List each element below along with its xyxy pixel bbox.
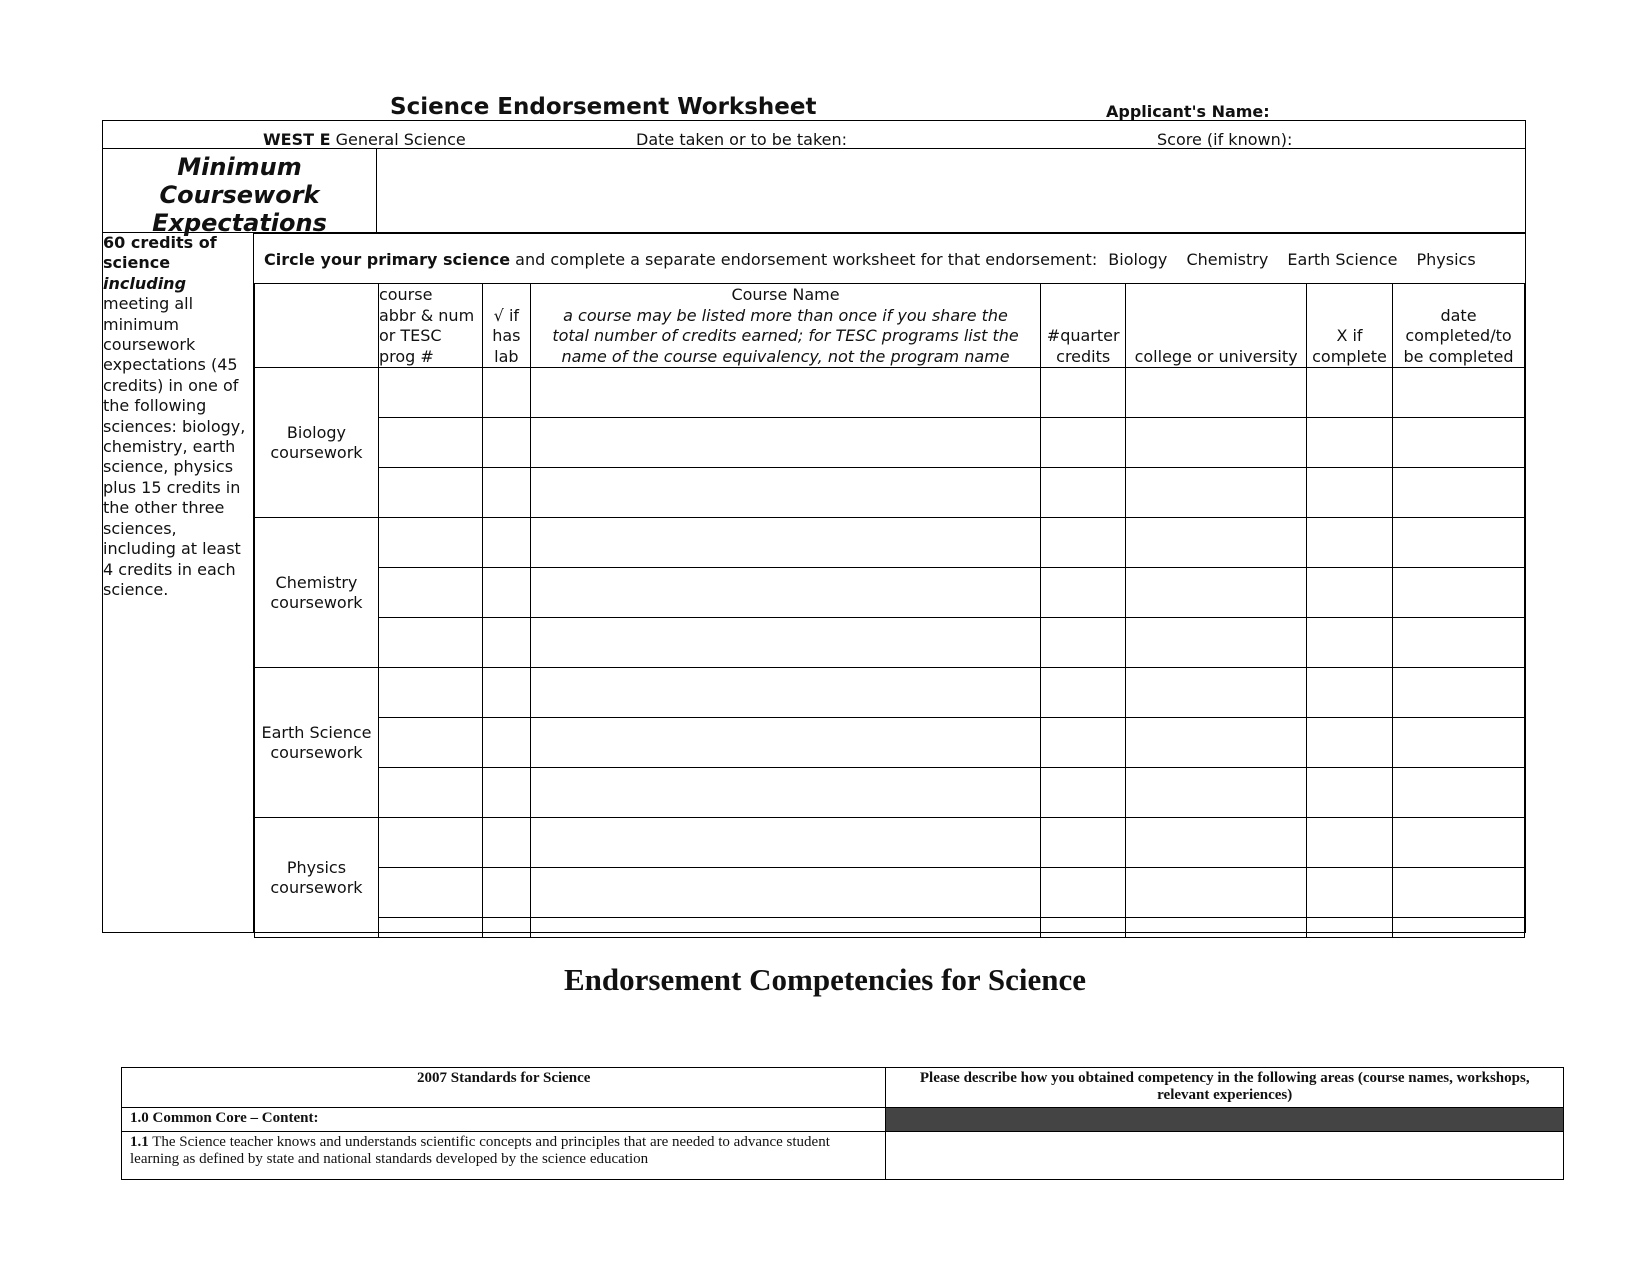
score-label: Score (if known):	[1157, 130, 1293, 149]
cell-input[interactable]	[530, 468, 1040, 518]
cell-input[interactable]	[1126, 418, 1307, 468]
cell-input[interactable]	[1041, 368, 1126, 418]
competencies-table	[121, 1067, 1564, 1180]
applicant-name-label: Applicant's Name:	[1106, 102, 1270, 121]
cell-input[interactable]	[530, 668, 1040, 718]
col-date: date completed/to be completed	[1392, 284, 1524, 368]
circle-primary-science-row: Circle your primary science and complete a separate endorsement worksheet for that endorsement: Biology Chemistry Earth Science Physics	[254, 234, 1525, 284]
competency-row	[122, 1132, 1564, 1180]
section-row	[122, 1108, 1564, 1132]
cell-input[interactable]	[482, 668, 530, 718]
cell-input[interactable]	[1392, 918, 1524, 938]
cell-input[interactable]	[378, 718, 482, 768]
cell-input[interactable]	[530, 618, 1040, 668]
cell-input[interactable]	[1392, 618, 1524, 668]
cell-input[interactable]	[1041, 568, 1126, 618]
cell-input[interactable]	[1392, 768, 1524, 818]
cell-input[interactable]	[1041, 918, 1126, 938]
cell-input[interactable]	[482, 818, 530, 868]
west-e-row	[102, 120, 1526, 148]
table-row	[255, 518, 1525, 568]
table-row	[255, 818, 1525, 868]
cell-input[interactable]	[378, 818, 482, 868]
col-college: college or university	[1126, 284, 1307, 368]
coursework-grid	[253, 233, 1526, 933]
cell-input[interactable]	[1126, 518, 1307, 568]
cell-input[interactable]	[378, 368, 482, 418]
cell-input[interactable]	[1392, 368, 1524, 418]
cell-input[interactable]	[378, 668, 482, 718]
cell-input[interactable]	[1307, 368, 1393, 418]
table-row	[255, 568, 1525, 618]
col-course-abbr: course abbr & num or TESC prog #	[378, 284, 482, 368]
cell-input[interactable]	[1126, 568, 1307, 618]
col-quarter-credits: #quarter credits	[1041, 284, 1126, 368]
cell-input[interactable]	[1041, 768, 1126, 818]
cell-input[interactable]	[530, 368, 1040, 418]
cell-input[interactable]	[1041, 518, 1126, 568]
science-option-physics[interactable]: Physics	[1416, 250, 1476, 269]
table-row	[255, 618, 1525, 668]
cell-input[interactable]	[482, 918, 530, 938]
cell-input[interactable]	[1126, 918, 1307, 938]
cell-input[interactable]	[378, 518, 482, 568]
cell-input[interactable]	[1307, 418, 1393, 468]
table-row	[255, 718, 1525, 768]
cell-input[interactable]	[1126, 718, 1307, 768]
cell-input[interactable]	[1126, 668, 1307, 718]
cell-input[interactable]	[1041, 718, 1126, 768]
cell-input[interactable]	[1307, 618, 1393, 668]
cell-input[interactable]	[378, 918, 482, 938]
science-option-chemistry[interactable]: Chemistry	[1186, 250, 1269, 269]
date-taken-label: Date taken or to be taken:	[636, 130, 848, 149]
column-header-row	[255, 284, 1525, 368]
cell-input[interactable]	[482, 518, 530, 568]
group-label-chemistry: Chemistry coursework	[255, 518, 379, 668]
table-row	[255, 368, 1525, 418]
cell-input[interactable]	[1041, 818, 1126, 868]
cell-input[interactable]	[1307, 768, 1393, 818]
describe-header: Please describe how you obtained competency in the following areas (course names, workshops, relevant experiences)	[886, 1068, 1564, 1108]
cell-input[interactable]	[1126, 368, 1307, 418]
course-table	[254, 283, 1525, 938]
cell-input[interactable]	[1392, 468, 1524, 518]
cell-input[interactable]	[1041, 418, 1126, 468]
cell-input[interactable]	[530, 768, 1040, 818]
cell-input[interactable]	[1392, 668, 1524, 718]
competency-text: 1.1 The Science teacher knows and understands scientific concepts and principles that are needed to advance student learning as defined by state and national standards developed by the science education	[122, 1132, 886, 1180]
cell-input[interactable]	[1392, 868, 1524, 918]
col-course-name: Course Name a course may be listed more than once if you share the total number of credits earned; for TESC programs list the name of the course equivalency, not the program name	[530, 284, 1040, 368]
cell-input[interactable]	[1041, 618, 1126, 668]
cell-input[interactable]	[530, 518, 1040, 568]
table-row	[255, 668, 1525, 718]
table-row	[255, 468, 1525, 518]
cell-input[interactable]	[1307, 668, 1393, 718]
cell-input[interactable]	[530, 718, 1040, 768]
cell-input[interactable]	[1307, 568, 1393, 618]
section-label: 1.0 Common Core – Content:	[122, 1108, 886, 1132]
section-shaded-cell	[886, 1108, 1564, 1132]
cell-input[interactable]	[530, 418, 1040, 468]
cell-input[interactable]	[1307, 868, 1393, 918]
standards-header: 2007 Standards for Science	[122, 1068, 886, 1108]
minimum-coursework-title: Minimum Coursework Expectations	[152, 153, 327, 237]
cell-input[interactable]	[1307, 918, 1393, 938]
cell-input[interactable]	[1307, 818, 1393, 868]
credits-requirement-text: 60 credits of science including meeting all minimum coursework expectations (45 credits) in one of the following sciences: biology, chemistry, earth science, physics plus 15 credits in the other three sciences, including at least 4 credits in each science.	[102, 233, 254, 933]
cell-input[interactable]	[378, 468, 482, 518]
competencies-header-row	[122, 1068, 1564, 1108]
group-label-earth-science: Earth Science coursework	[255, 668, 379, 818]
table-row	[255, 418, 1525, 468]
cell-input[interactable]	[530, 868, 1040, 918]
cell-input[interactable]	[1392, 568, 1524, 618]
cell-input[interactable]	[482, 718, 530, 768]
science-option-earth-science[interactable]: Earth Science	[1287, 250, 1398, 269]
cell-input[interactable]	[530, 568, 1040, 618]
cell-input[interactable]	[1307, 468, 1393, 518]
cell-input[interactable]	[378, 868, 482, 918]
cell-input[interactable]	[482, 568, 530, 618]
cell-input[interactable]	[1126, 868, 1307, 918]
west-e-label: WEST E General Science	[263, 130, 466, 149]
cell-input[interactable]	[1041, 668, 1126, 718]
cell-input[interactable]	[482, 468, 530, 518]
cell-input[interactable]	[1126, 618, 1307, 668]
cell-input[interactable]	[1392, 818, 1524, 868]
col-lab: √ if has lab	[482, 284, 530, 368]
table-row	[255, 768, 1525, 818]
cell-input[interactable]	[378, 568, 482, 618]
cell-input[interactable]	[378, 418, 482, 468]
cell-input[interactable]	[530, 918, 1040, 938]
cell-input[interactable]	[530, 818, 1040, 868]
cell-input[interactable]	[378, 768, 482, 818]
cell-input[interactable]	[482, 768, 530, 818]
cell-input[interactable]	[1126, 818, 1307, 868]
cell-input[interactable]	[482, 368, 530, 418]
cell-input[interactable]	[1307, 718, 1393, 768]
table-row	[255, 868, 1525, 918]
worksheet-title: Science Endorsement Worksheet	[390, 94, 817, 120]
cell-input[interactable]	[1392, 518, 1524, 568]
cell-input[interactable]	[482, 418, 530, 468]
cell-input[interactable]	[1041, 868, 1126, 918]
table-row	[255, 918, 1525, 938]
competency-response-cell[interactable]	[886, 1132, 1564, 1180]
col-complete: X if complete	[1307, 284, 1393, 368]
group-label-physics: Physics coursework	[255, 818, 379, 938]
cell-input[interactable]	[1392, 418, 1524, 468]
competencies-title: Endorsement Competencies for Science	[563, 962, 1087, 997]
cell-input[interactable]	[378, 618, 482, 668]
cell-input[interactable]	[1126, 468, 1307, 518]
cell-input[interactable]	[1307, 518, 1393, 568]
science-option-biology[interactable]: Biology	[1108, 250, 1168, 269]
minimum-coursework-header	[102, 148, 1526, 237]
cell-input[interactable]	[482, 618, 530, 668]
cell-input[interactable]	[1126, 768, 1307, 818]
cell-input[interactable]	[482, 868, 530, 918]
group-header-cell	[255, 284, 379, 368]
cell-input[interactable]	[1392, 718, 1524, 768]
group-label-biology: Biology coursework	[255, 368, 379, 518]
cell-input[interactable]	[1041, 468, 1126, 518]
